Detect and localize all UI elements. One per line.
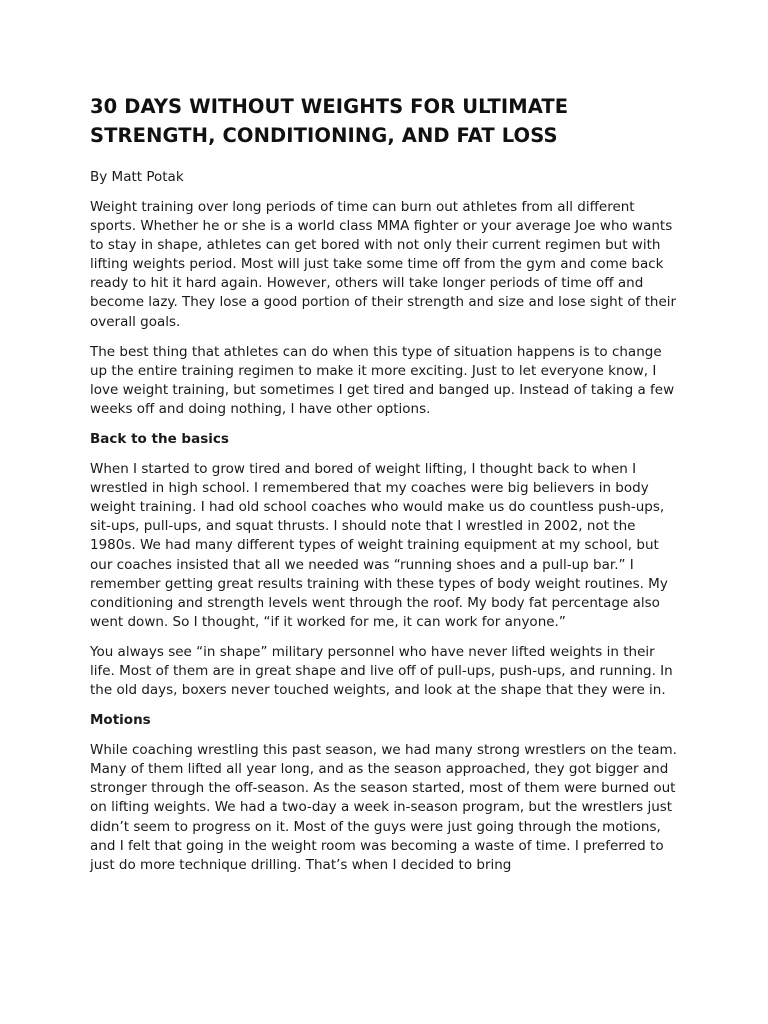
paragraph: While coaching wrestling this past season, we had many strong wrestlers on the team. Many of them lifted all year long, and as the season approached, they got bigger and stronger through the off-season. As the season started, most of them were burned out on lifting weights. We had a two-day a week in-season program, but the wrestlers just didn’t seem to progress on it. Most of the guys were just going through the motions, and I felt that going in the weight room was becoming a waste of time. I preferred to just do more technique drilling. That’s when I decided to bring [90, 742, 677, 873]
section-heading-back-to-basics: Back to the basics [90, 431, 229, 448]
paragraph: The best thing that athletes can do when this type of situation happens is to change up the entire training regimen to make it more exciting. Just to let everyone know, I love weight training, but sometimes I get tired and banged up. Instead of taking a few weeks off and doing nothing, I have other options. [90, 343, 675, 417]
paragraph: Weight training over long periods of time can burn out athletes from all different sports. Whether he or she is a world class MMA fighter or your average Joe who wants to stay in shape, athletes can get bored with not only their current regimen but with lifting weights period. Most will just take some time off from the gym and come back ready to hit it hard again. However, others will take longer periods of time off and become lazy. They lose a good portion of their strength and size and lose sight of their overall goals. [90, 199, 677, 330]
document-title: 30 DAYS WITHOUT WEIGHTS FOR ULTIMATE STRENGTH, CONDITIONING, AND FAT LOSS [90, 95, 569, 147]
author-byline: By Matt Potak [90, 169, 184, 185]
section-heading-motions: Motions [90, 712, 151, 729]
document-page [90, 92, 682, 886]
paragraph: You always see “in shape” military personnel who have never lifted weights in their life. Most of them are in great shape and live off of pull-ups, push-ups, and running. In the old days, boxers never touched weights, and look at the shape that they were in. [90, 643, 673, 699]
paragraph: When I started to grow tired and bored of weight lifting, I thought back to when I wrestled in high school. I remembered that my coaches were big believers in body weight training. I had old school coaches who would make us do countless push-ups, sit-ups, pull-ups, and squat thrusts. I should note that I wrestled in 2002, not the 1980s. We had many different types of weight training equipment at my school, but our coaches insisted that all we needed was “running shoes and a pull-up bar.” I remember getting great results training with these types of body weight routines. My conditioning and strength levels went through the roof. My body fat percentage also went down. So I thought, “if it worked for me, it can work for anyone.” [90, 461, 668, 630]
